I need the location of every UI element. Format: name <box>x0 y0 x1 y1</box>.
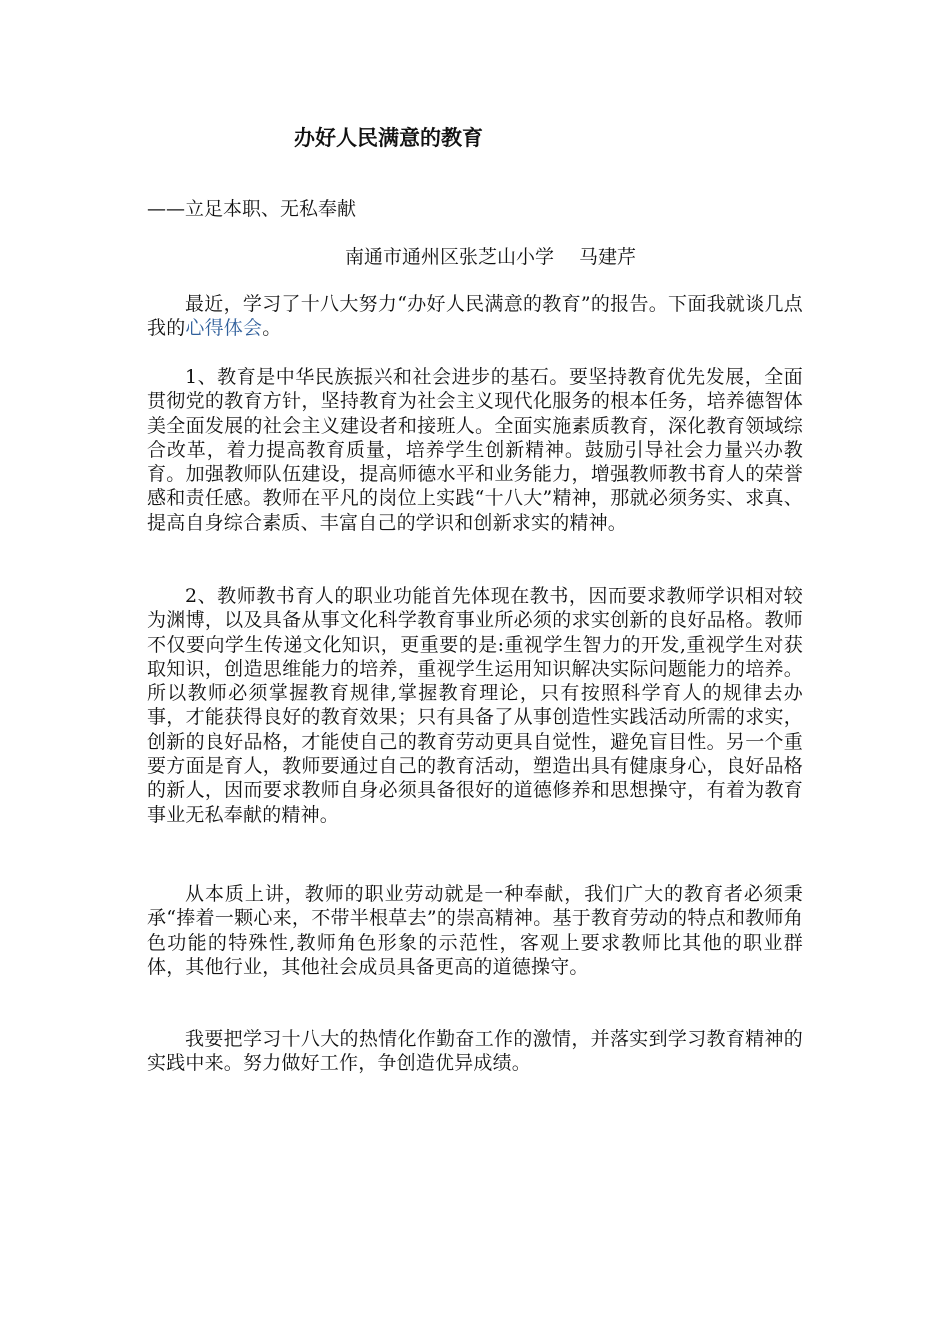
intro-punctuation: 。 <box>262 317 282 340</box>
intro-text: 最近，学习了十八大努力“办好人民满意的教育”的报告。下面我就谈几点我的 <box>147 293 803 340</box>
paragraph-2: 2、教师教书育人的职业功能首先体现在教书，因而要求教师学识相对较为渊博，以及具备从事文化科学教育事业所必须的求实创新的良好品格。教师不仅要向学生传递文化知识，更重要的是:重视学生智力的开发,重视学生对获取知识，创造思维能力的培养，重视学生运用知识解决实际问题能力的培养。所以教师必须掌握教育规律,掌握教育理论，只有按照科学育人的规律去办事，才能获得良好的教育效果；只有具备了从事创造性实践活动所需的求实，创新的良好品格，才能使自己的教育劳动更具自觉性，避免盲目性。另一个重要方面是育人，教师要通过自己的教育活动，塑造出具有健康身心，良好品格的新人，因而要求教师自身必须具备很好的道德修养和思想操守，有着为教育事业无私奉献的精神。 <box>147 585 803 826</box>
paragraph-3: 从本质上讲，教师的职业劳动就是一种奉献，我们广大的教育者必须秉承“捧着一颗心来，不带半根草去”的崇高精神。基于教育劳动的特点和教师角色功能的特殊性,教师角色形象的示范性，客观上要求教师比其他的职业群体，其他行业，其他社会成员具备更高的道德操守。 <box>147 883 803 978</box>
author-line: 南通市通州区张芝山小学 马建芹 <box>345 246 637 268</box>
paragraph-1: 1、教育是中华民族振兴和社会进步的基石。要坚持教育优先发展，全面贯彻党的教育方针，坚持教育为社会主义现代化服务的根本任务，培养德智体美全面发展的社会主义建设者和接班人。全面实施素质教育，深化教育领域综合改革，着力提高教育质量，培养学生创新精神。鼓励引导社会力量兴办教育。加强教师队伍建设，提高师德水平和业务能力，增强教师教书育人的荣誉感和责任感。教师在平凡的岗位上实践“十八大”精神，那就必须务实、求真、提高自身综合素质、丰富自己的学识和创新求实的精神。 <box>147 366 803 534</box>
document-subtitle: ——立足本职、无私奉献 <box>147 198 357 220</box>
insights-link[interactable]: 心得体会 <box>185 317 263 340</box>
paragraph-4: 我要把学习十八大的热情化作勤奋工作的激情，并落实到学习教育精神的实践中来。努力做好工作，争创造优异成绩。 <box>147 1028 803 1075</box>
document-title: 办好人民满意的教育 <box>294 126 483 150</box>
intro-paragraph <box>147 292 803 341</box>
